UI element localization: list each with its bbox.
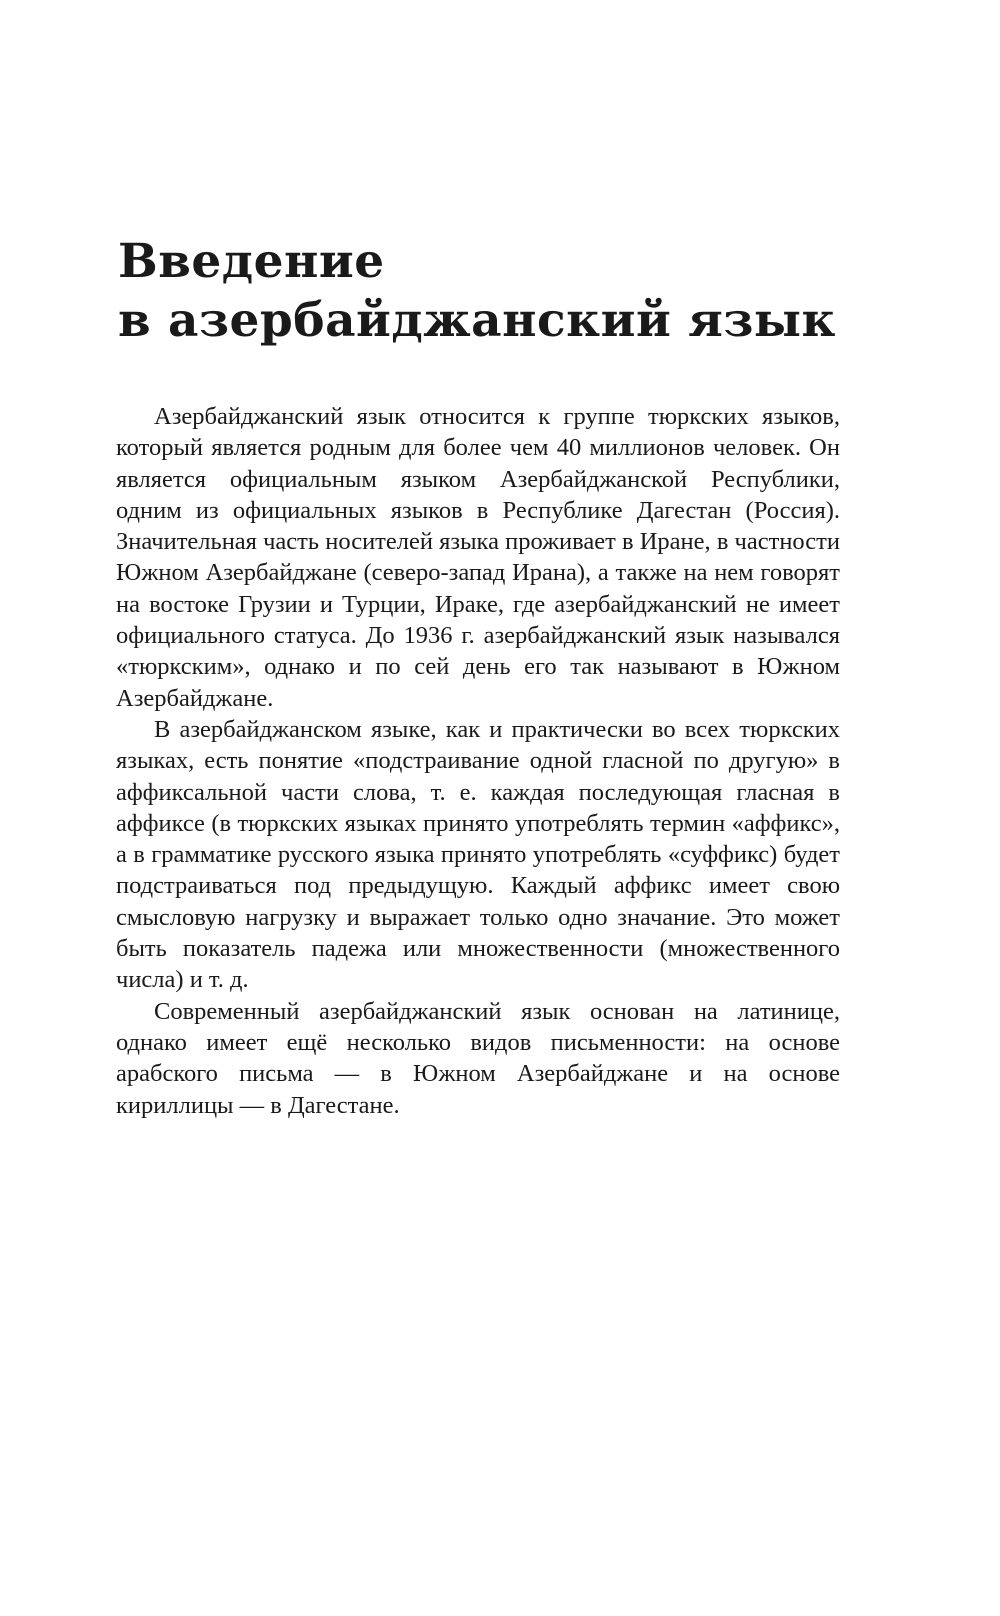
body-text (116, 401, 840, 1121)
paragraph-1: Азербайджанский язык относится к группе тюркских языков, который является родным для более чем 40 миллионов человек. Он является официальным языком Азербайджанской Республики, одним из официальных языков в Республике Дагестан (Россия). Значительная часть носителей языка проживает в Иране, в частности Южном Азербайджане (северо-запад Ирана), а также на нем говорят на востоке Грузии и Турции, Ираке, где азербайджанский не имеет официального статуса. До 1936 г. азербайджанский язык назывался «тюркским», однако и по сей день его так называют в Южном Азербайджане. (116, 403, 840, 712)
chapter-heading-line-2: в азербайджанский язык (118, 293, 836, 348)
paragraph-3: Современный азербайджанский язык основан на латинице, однако имеет ещё несколько видов письменности: на основе арабского письма — в Южном Азербайджане и на основе кириллицы — в Дагестане. (116, 997, 840, 1119)
chapter-heading-line-1: Введение (118, 234, 385, 289)
chapter-heading (118, 232, 878, 350)
paragraph-2: В азербайджанском языке, как и практически во всех тюркских языках, есть понятие «подстраивание одной гласной по другую» в аффиксальной части слова, т. е. каждая последующая гласная в аффиксе (в тюркских языках принято употреблять термин «аффикс», а в грамматике русского языка принято употреблять «суффикс) будет подстраиваться под предыдущую. Каждый аффикс имеет свою смысловую нагрузку и выражает только одно значание. Это может быть показатель падежа или множественности (множественного числа) и т. д. (116, 715, 840, 994)
